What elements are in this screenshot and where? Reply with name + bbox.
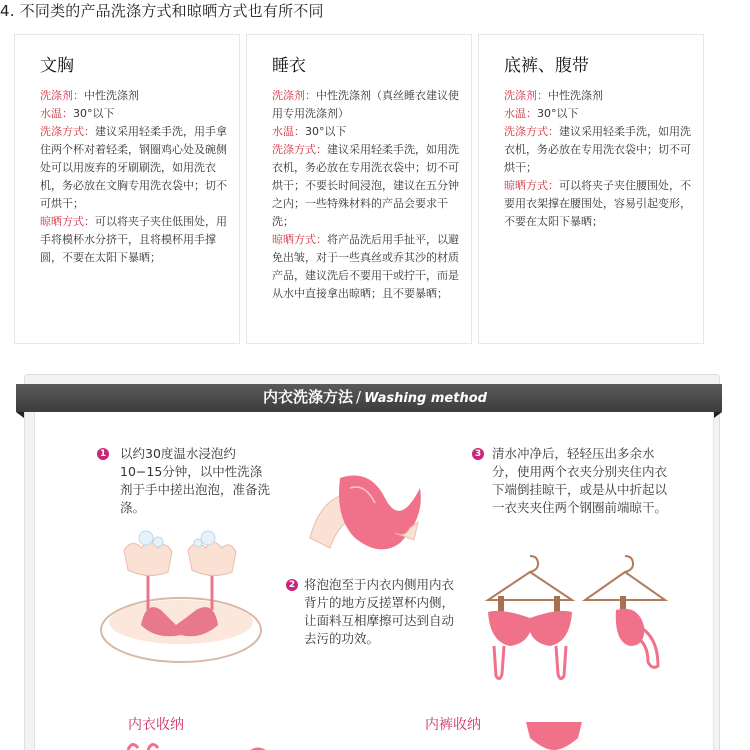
card-line: 洗涤剂：中性洗涤剂（真丝睡衣建议使用专用洗涤剂） (272, 89, 459, 120)
step-number-badge: 1 (97, 448, 109, 460)
banner-fold-left (16, 412, 24, 418)
card-body (504, 87, 694, 231)
card-line: 晾晒方式：可以将夹子夹住低围处，用手将模杯水分挤干，且将模杯用手撑圆，不要在太阳下暴晒； (40, 215, 227, 264)
hanger-folded-bra-illustration (580, 546, 670, 676)
step-1-text: 以约30度温水浸泡约10−15分钟，以中性洗涤剂于手中搓出泡泡，准备洗涤。 (120, 446, 271, 515)
bubbles-hands-basin-illustration (96, 530, 266, 670)
step-3-text: 清水冲净后，轻轻压出多余水分，使用两个衣夹分别夹住内衣下端倒挂晾干，或是从中折起以一衣夹夹住两个钢圈前端晾干。 (492, 446, 668, 515)
card-title: 底裤、腹带 (504, 56, 589, 76)
card-line: 洗涤剂：中性洗涤剂 (40, 89, 139, 102)
card-line: 洗涤方式：建议采用轻柔手洗，用手拿住两个杯对着轻柔，钢圈鸡心处及碗侧处可以用废弃的牙刷刷洗，如用洗衣机，务必放在文胸专用洗衣袋中；切不可烘干； (40, 125, 227, 210)
card-line: 洗涤方式：建议采用轻柔手洗，如用洗衣机，务必放在专用洗衣袋中；切不可烘干；不要长时间浸泡，建议在五分钟之内；一些特殊材料的产品会要求干洗； (272, 143, 459, 228)
card-line: 洗涤剂：中性洗涤剂 (504, 89, 603, 102)
card-line: 水温：30°以下 (272, 125, 347, 138)
banner-title-separator: / (356, 388, 362, 406)
section-banner-title (0, 386, 750, 407)
step-number-badge: 2 (286, 579, 298, 591)
step-number-badge: 3 (472, 448, 484, 460)
card-title: 文胸 (40, 56, 74, 76)
hanger-bra-illustration (480, 546, 580, 686)
card-line: 晾晒方式：可以将夹子夹住腰围处，不要用衣架撑在腰围处，容易引起变形，不要在太阳下暴晒； (504, 179, 691, 228)
banner-title-cn: 内衣洗涤方法 (263, 388, 354, 406)
card-line: 洗涤方式：建议采用轻柔手洗，如用洗衣机，务必放在专用洗衣袋中；切不可烘干； (504, 125, 691, 174)
banner-title-en: Washing method (364, 391, 487, 406)
card-title: 睡衣 (272, 56, 306, 76)
card-body (40, 87, 230, 267)
hand-bra-illustration (300, 458, 430, 568)
storage-bra-label: 内衣收纳 (128, 717, 184, 733)
care-card-underwear-belt (478, 34, 704, 344)
card-line: 晾晒方式：将产品洗后用手扯平，以避免出皱，对于一些真丝或乔其沙的材质产品，建议洗后不要用干或拧干，而是从水中直接拿出晾晒；且不要暴晒； (272, 233, 459, 300)
storage-panties-illustration (524, 720, 584, 750)
storage-panties-label: 内裤收纳 (425, 717, 481, 733)
section-heading: 4. 不同类的产品洗涤方式和晾晒方式也有所不同 (0, 2, 324, 20)
card-line: 水温：30°以下 (40, 107, 115, 120)
care-card-bra (14, 34, 240, 344)
step-2-text: 将泡泡至于内衣内侧用内衣背片的地方反搓罩杯内侧，让面料互相摩擦可达到自动去污的功效。 (304, 577, 455, 646)
card-body (272, 87, 462, 303)
card-line: 水温：30°以下 (504, 107, 579, 120)
care-card-sleepwear (246, 34, 472, 344)
storage-bra-illustration (120, 738, 300, 750)
banner-fold-right (714, 412, 722, 418)
